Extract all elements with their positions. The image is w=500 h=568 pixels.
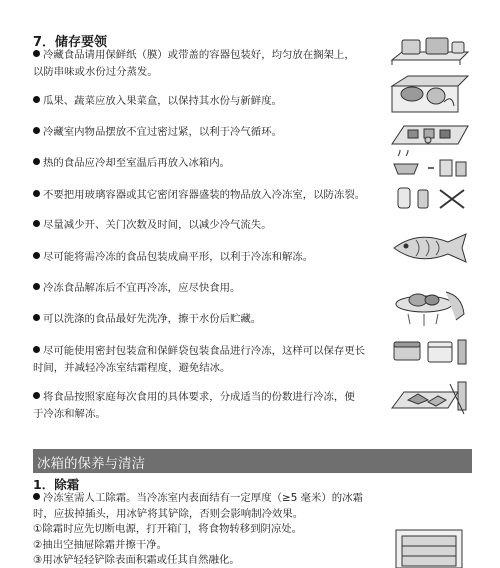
hot-food-cooling-illustration bbox=[388, 150, 472, 182]
storage-item: 将食品按照家庭每次食用的具体要求，分成适当的份数进行冷冻，便 于冷冻和解冻。 bbox=[33, 391, 355, 420]
storage-item: 瓜果、蔬菜应放入果菜盒，以保持其水份与新鲜度。 bbox=[33, 93, 383, 110]
washing-food-illustration bbox=[388, 282, 472, 332]
bullet-icon bbox=[33, 158, 40, 165]
storage-item: 可以洗涤的食品最好先洗净，擦干水份后贮藏。 bbox=[33, 311, 383, 328]
subsection-title-defrost: 1．除霜 bbox=[33, 477, 80, 492]
storage-item: 不要把用玻璃容器或其它密闭容器盛装的物品放入冷冻室，以防冻裂。 bbox=[33, 187, 383, 204]
wrapped-food-shelf-illustration bbox=[388, 32, 472, 68]
bullet-icon bbox=[33, 314, 40, 321]
bullet-icon bbox=[33, 392, 40, 399]
bullet-icon bbox=[33, 127, 40, 134]
storage-item: 热的食品应冷却至室温后再放入冰箱内。 bbox=[33, 155, 383, 172]
storage-item: 尽可能使用密封包装盒和保鲜袋包装食品进行冷冻，这样可以保存更长 时间，并减轻冷冻室结霜程度，避免结冰。 bbox=[33, 345, 366, 374]
storage-item: 冷冻食品解冻后不宜再冷冻，应尽快食用。 bbox=[33, 280, 383, 297]
bullet-icon bbox=[33, 220, 40, 227]
storage-item: 冷藏食品请用保鲜纸（膜）或带盖的容器包装好，均匀放在搁架上， 以防串味或水份过分蒸发。 bbox=[33, 49, 355, 78]
storage-item: 冷藏室内物品摆放不宜过密过紧，以利于冷气循环。 bbox=[33, 124, 383, 141]
bullet-icon bbox=[33, 283, 40, 290]
flat-packed-fish-illustration bbox=[388, 228, 472, 268]
bullet-icon bbox=[33, 96, 40, 103]
defrost-intro: 冷冻室需人工除霜。当冷冻室内表面结有一定厚度（≥5 毫米）的冰霜 时，应拔掉插头，用冰铲将其铲除，否则会影响制冷效果。 bbox=[33, 492, 363, 520]
freezer-defrost-illustration bbox=[388, 528, 472, 568]
spaced-items-tray-illustration bbox=[388, 118, 472, 150]
defrost-step: ③用冰铲轻轻铲除表面积霜或任其自然融化。 bbox=[33, 554, 240, 566]
bullet-icon bbox=[33, 190, 40, 197]
bullet-icon bbox=[33, 50, 40, 57]
section-banner: 冰箱的保养与清洁 bbox=[33, 449, 472, 473]
bullet-icon bbox=[33, 493, 40, 500]
defrost-step: ②抽出空抽屉除霜并擦干净。 bbox=[33, 539, 168, 551]
bullet-icon bbox=[33, 346, 40, 353]
storage-item: 尽量减少开、关门次数及时间，以减少冷气流失。 bbox=[33, 217, 383, 234]
glass-container-warning-illustration bbox=[388, 182, 472, 212]
storage-item: 尽可能将需冷冻的食品包装成扁平形，以利于冷冻和解冻。 bbox=[33, 249, 383, 266]
sealed-box-bag-illustration bbox=[388, 336, 472, 366]
bullet-icon bbox=[33, 252, 40, 259]
defrost-step: ①除霜时应先切断电源，打开箱门，将食物转移到阴凉处。 bbox=[33, 523, 303, 535]
vegetable-crisper-illustration bbox=[388, 72, 472, 116]
portioned-food-illustration bbox=[388, 378, 472, 418]
section-title-storage: 7．储存要领 bbox=[33, 35, 108, 50]
